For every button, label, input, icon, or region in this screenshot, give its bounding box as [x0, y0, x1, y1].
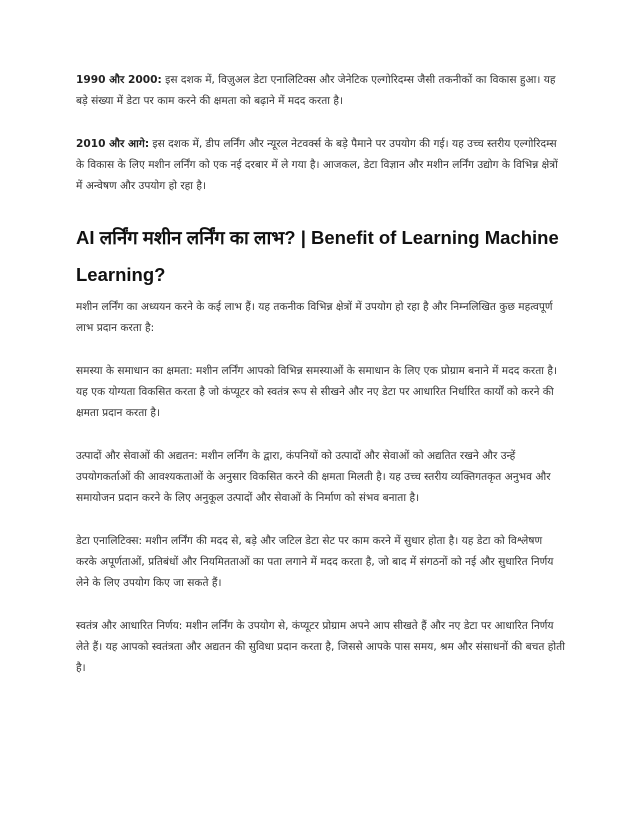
- section-heading: AI लर्निंग मशीन लर्निंग का लाभ? | Benefit of Learning Machine Learning?: [76, 227, 559, 285]
- benefit-independent-decisions: स्वतंत्र और आधारित निर्णय: मशीन लर्निंग के उपयोग से, कंप्यूटर प्रोग्राम अपने आप सीखते हैं और नए डेटा पर आधारित निर्णय लेते हैं। यह आपको स्वतंत्रता और अद्यतन की सुविधा प्रदान करता है, जिससे आपके पास समय, श्रम और संसाधनों की बचत होती है।: [76, 620, 565, 674]
- history-text-2010: इस दशक में, डीप लर्निंग और न्यूरल नेटवर्क्स के बड़े पैमाने पर उपयोग की गई। यह उच्च स्तरीय एल्गोरिदम्स के विकास के लिए मशीन लर्निंग को एक नई दरबार में ले गया है। आजकल, डेटा विज्ञान और मशीन लर्निंग उद्योग के विभिन्न क्षेत्रों में अन्वेषण और उपयोग हो रहा है।: [76, 138, 558, 192]
- history-paragraph-2010: [76, 134, 566, 197]
- benefit-problem-solving: समस्या के समाधान का क्षमता: मशीन लर्निंग आपको विभिन्न समस्याओं के समाधान के लिए एक प्रोग्राम बनाने में मदद करता है। यह एक योग्यता विकसित करता है जो कंप्यूटर को स्वतंत्र रूप से सीखने और नए डेटा पर आधारित निर्धारित कार्यों को करने की क्षमता प्रदान करता है।: [76, 365, 557, 419]
- history-label-1990: 1990 और 2000:: [76, 74, 162, 86]
- history-paragraph-1990: [76, 70, 566, 112]
- history-label-2010: 2010 और आगे:: [76, 138, 150, 150]
- benefit-data-analytics: डेटा एनालिटिक्स: मशीन लर्निंग की मदद से, बड़े और जटिल डेटा सेट पर काम करने में सुधार होता है। यह डेटा को विश्लेषण करके अपूर्णताओं, प्रतिबंधों और नियमितताओं का पता लगाने में मदद करता है, जो बाद में संगठनों को नई और सुधारित निर्णय लेने के लिए उपयोग किए जा सकते हैं।: [76, 535, 554, 589]
- benefit-product-updates: उत्पादों और सेवाओं की अद्यतन: मशीन लर्निंग के द्वारा, कंपनियों को उत्पादों और सेवाओं को अद्यतित रखने और उन्हें उपयोगकर्ताओं की आवश्यकताओं के अनुसार विकसित करने की क्षमता मिलती है। यह उच्च स्तरीय व्यक्तिगतकृत अनुभव और समायोजन प्रदान करने के लिए अनुकूल उत्पादों और सेवाओं के निर्माण को संभव बनाता है।: [76, 450, 551, 504]
- history-text-1990: इस दशक में, विज़ुअल डेटा एनालिटिक्स और जेनेटिक एल्गोरिदम्स जैसी तकनीकों का विकास हुआ। यह बड़े संख्या में डेटा पर काम करने की क्षमता को बढ़ाने में मदद करता है।: [76, 74, 556, 107]
- intro-paragraph: मशीन लर्निंग का अध्ययन करने के कई लाभ हैं। यह तकनीक विभिन्न क्षेत्रों में उपयोग हो रहा है और निम्नलिखित कुछ महत्वपूर्ण लाभ प्रदान करता है:: [76, 301, 553, 334]
